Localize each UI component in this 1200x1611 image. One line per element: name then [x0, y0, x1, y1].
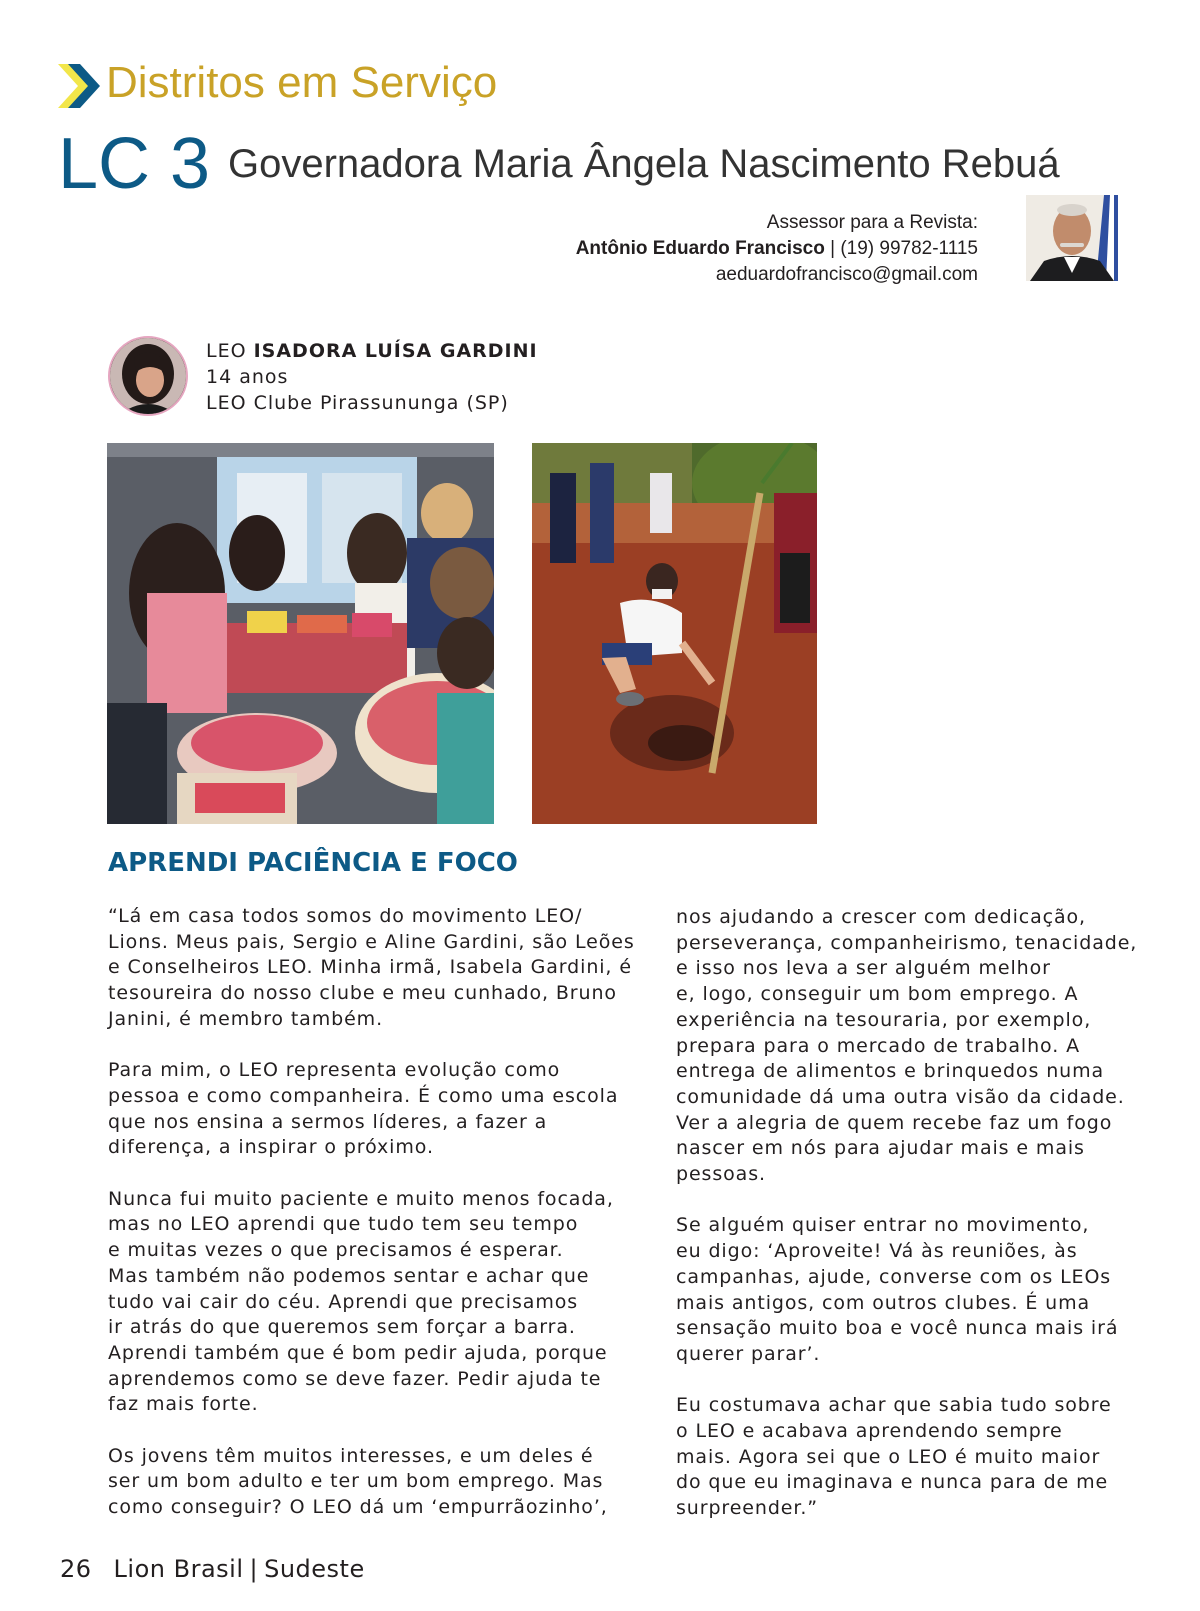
paragraph: Os jovens têm muitos interesses, e um deles é ser um bom adulto e ter um bom emprego. Mas como conseguir? O LEO dá um ‘empurrãozinho’, — [108, 1444, 608, 1519]
profile-club: LEO Clube Pirassununga (SP) — [206, 392, 509, 414]
page-footer — [60, 1555, 365, 1583]
chevron-icon — [58, 64, 100, 108]
paragraph: Eu costumava achar que sabia tudo sobre o LEO e acabava aprendendo sempre mais. Agora sei que o LEO é muito maior do que eu imaginava e nunca para de me surpreender.” — [676, 1394, 1112, 1520]
paragraph: “Lá em casa todos somos do movimento LEO/ Lions. Meus pais, Sergio e Aline Gardini, são Leões e Conselheiros LEO. Minha irmã, Isabela Gardini, é tesoureira do nosso clube e meu cunhado, Bruno Janini, é membro também. — [108, 905, 635, 1030]
profile-info — [206, 338, 538, 416]
profile-name: ISADORA LUÍSA GARDINI — [253, 340, 538, 362]
assessor-phone: | (19) 99782-1115 — [824, 238, 978, 259]
photo-candy-sorting — [107, 443, 494, 824]
paragraph: nos ajudando a crescer com dedicação, perseverança, companheirismo, tenacidade, e isso nos leva a ser alguém melhor e, logo, conseguir um bom emprego. A experiência na tesouraria, por exemplo, prepara para o mercado de trabalho. A entrega de alimentos e brinquedos numa comunidade dá uma outra visão da cidade. Ver a alegria de quem recebe faz um fogo nascer em nós para ajudar mais e mais pessoas. — [676, 906, 1138, 1186]
article-headline: APRENDI PACIÊNCIA E FOCO — [108, 848, 518, 878]
assessor-label: Assessor para a Revista: — [766, 212, 978, 233]
assessor-name: Antônio Eduardo Francisco — [575, 238, 825, 259]
paragraph: Nunca fui muito paciente e muito menos focada, mas no LEO aprendi que tudo tem seu tempo e muitas vezes o que precisamos é esperar. Mas também não podemos sentar e achar que tudo vai cair do céu. Aprendi que precisamos ir atrás do que queremos sem forçar a barra. Aprendi também que é bom pedir ajuda, porque aprendemos como se deve fazer. Pedir ajuda te faz mais forte. — [108, 1187, 614, 1416]
governor-name: Governadora Maria Ângela Nascimento Rebuá — [228, 142, 1060, 186]
assessor-email: aeduardofrancisco@gmail.com — [715, 264, 978, 285]
paragraph: Para mim, o LEO representa evolução como pessoa e como companheira. É como uma escola que nos ensina a sermos líderes, a fazer a diferença, a inspirar o próximo. — [108, 1059, 619, 1159]
footer-separator: | — [249, 1555, 259, 1583]
section-title: Distritos em Serviço — [106, 58, 498, 107]
district-code: LC 3 — [58, 124, 211, 204]
magazine-name: Lion Brasil — [113, 1555, 244, 1583]
assessor-contact — [576, 210, 978, 288]
paragraph: Se alguém quiser entrar no movimento, eu digo: ‘Aproveite! Vá às reuniões, às campanhas, ajude, converse com os LEOs mais antigos, com outros clubes. É uma sensação muito boa e você nunca mais irá querer parar’. — [676, 1214, 1119, 1365]
region-name: Sudeste — [264, 1555, 365, 1583]
article-column-right — [676, 905, 1176, 1548]
profile-name-line — [206, 338, 538, 364]
article-column-left — [108, 904, 638, 1547]
profile-prefix: LEO — [206, 340, 254, 362]
assessor-line — [576, 236, 978, 262]
profile-age: 14 anos — [206, 366, 289, 388]
page-number: 26 — [60, 1555, 92, 1583]
avatar — [108, 336, 188, 416]
photo-tree-planting — [532, 443, 817, 824]
assessor-photo — [1026, 195, 1118, 281]
